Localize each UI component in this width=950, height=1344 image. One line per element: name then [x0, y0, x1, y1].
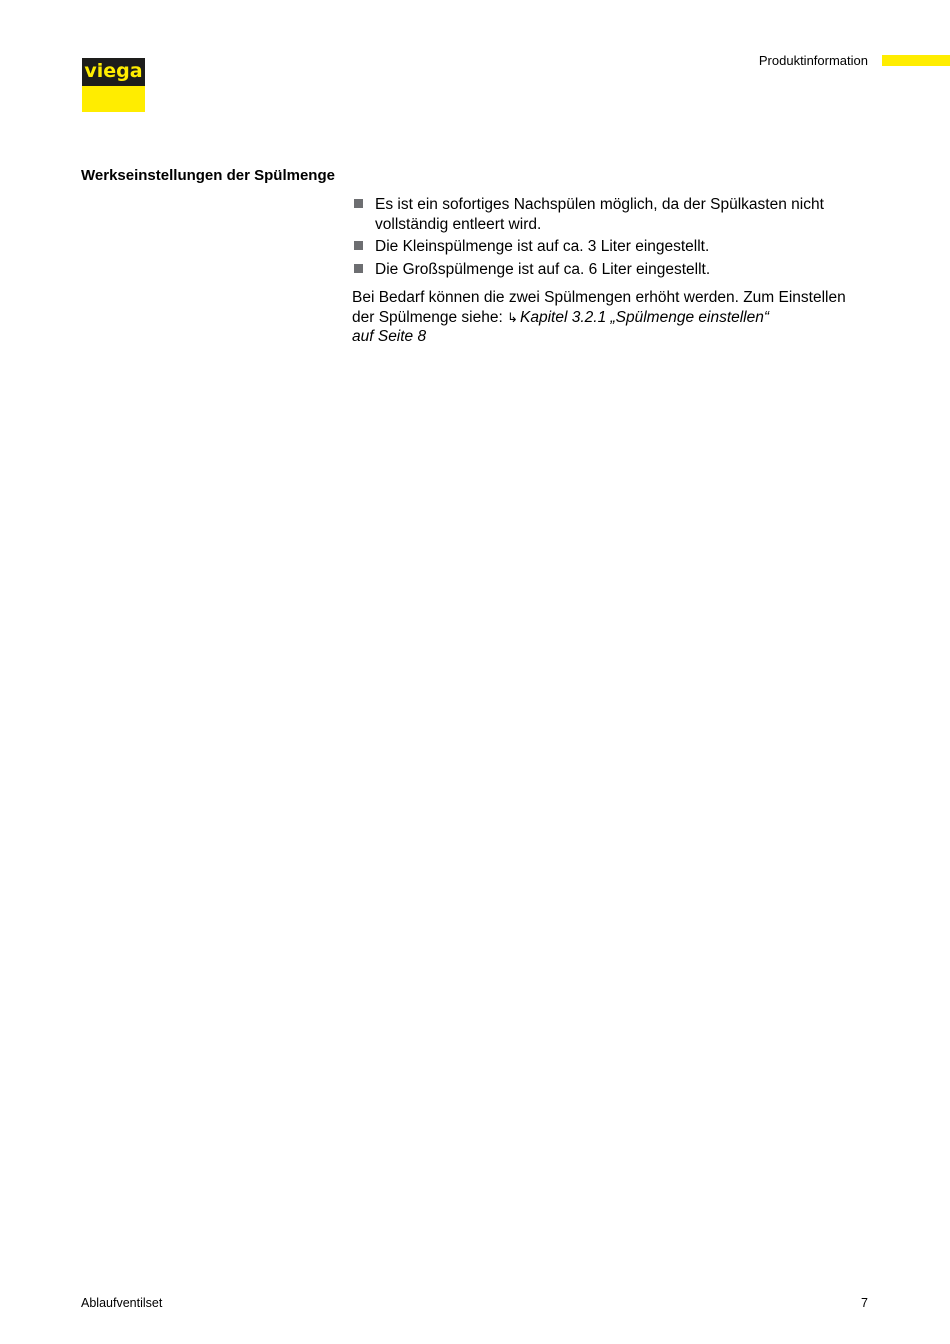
paragraph-text: Bei Bedarf können die zwei Spülmengen erhöht werden. Zum Einstellen der Spülmenge siehe:	[352, 289, 846, 326]
section-content	[352, 195, 872, 347]
bullet-square-icon	[354, 199, 363, 208]
viega-logo	[82, 58, 145, 112]
footer-page-number: 7	[861, 1296, 868, 1310]
logo-yellow-bar	[82, 86, 145, 112]
bullet-square-icon	[354, 241, 363, 250]
logo-wordmark: viega	[82, 58, 145, 86]
header-accent-bar	[882, 55, 950, 66]
list-item	[352, 260, 872, 280]
body-paragraph	[352, 288, 872, 347]
section-heading: Werkseinstellungen der Spülmenge	[81, 167, 335, 184]
bullet-square-icon	[354, 264, 363, 273]
list-item-text: Die Kleinspülmenge ist auf ca. 3 Liter eingestellt.	[375, 238, 710, 255]
chapter-reference-text: Kapitel 3.2.1 „Spülmenge einstellen“	[520, 308, 770, 326]
list-item	[352, 195, 872, 234]
page-reference-text: auf Seite 8	[352, 328, 427, 345]
list-item	[352, 237, 872, 257]
bullet-list	[352, 195, 872, 279]
footer-document-title: Ablaufventilset	[81, 1296, 163, 1310]
link-arrow-icon: ↳	[507, 309, 519, 325]
list-item-text: Die Großspülmenge ist auf ca. 6 Liter eingestellt.	[375, 260, 711, 278]
list-item-text: Es ist ein sofortiges Nachspülen möglich, da der Spülkasten nicht vollständig entleert wird.	[375, 196, 824, 233]
header-section-label: Produktinformation	[758, 53, 868, 68]
